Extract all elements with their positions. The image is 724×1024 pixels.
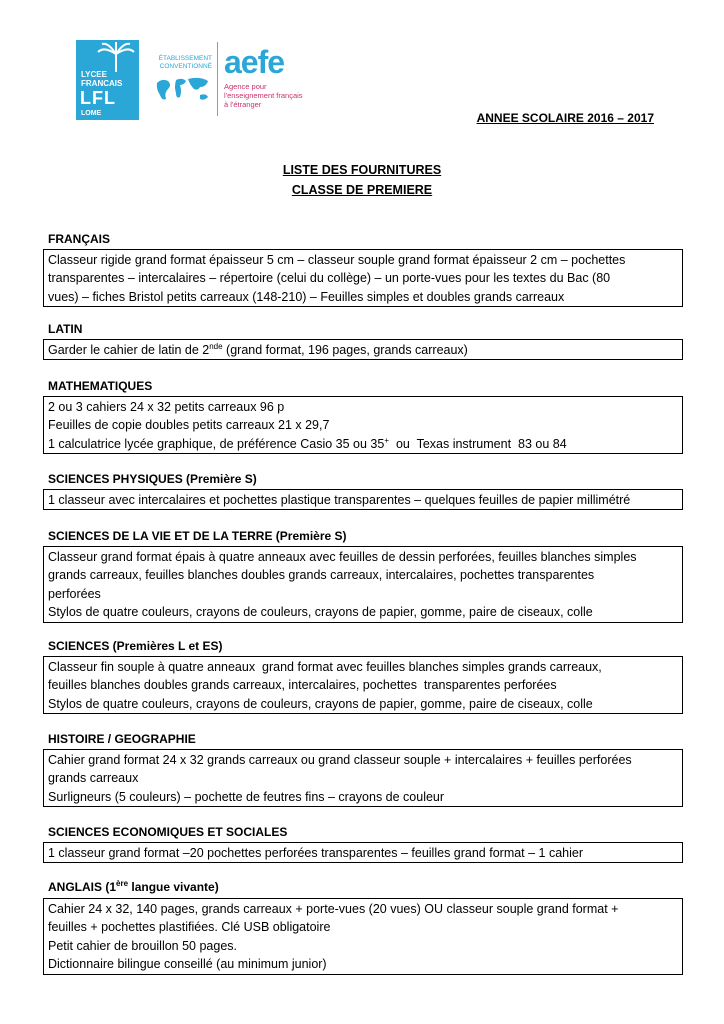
aefe-logo: aefe xyxy=(224,44,285,80)
section-box-histoire: Cahier grand format 24 x 32 grands carreaux ou grand classeur souple + intercalaires + feuilles perforées grands carreaux Surligneurs (5 couleurs) – pochette de feutres fins – crayons de couleur xyxy=(43,749,683,807)
section-box-physique: 1 classeur avec intercalaires et pochettes plastique transparentes – quelques feuilles de papier millimétré xyxy=(43,489,683,510)
section-title-physique: SCIENCES PHYSIQUES (Première S) xyxy=(48,472,257,486)
section-box-anglais: Cahier 24 x 32, 140 pages, grands carreaux + porte-vues (20 vues) OU classeur souple grand format + feuilles + pochettes plastifiées. Clé USB obligatoire Petit cahier de brouillon 50 pages. Dictionnaire bilingue conseillé (au minimum junior) xyxy=(43,898,683,975)
school-year: ANNEE SCOLAIRE 2016 – 2017 xyxy=(476,111,654,125)
palm-icon xyxy=(96,42,136,72)
aefe-tagline: Agence pour l'enseignement français à l'étranger xyxy=(224,82,303,109)
section-box-latin: Garder le cahier de latin de 2nde (grand format, 196 pages, grands carreaux) xyxy=(43,339,683,360)
section-box-ses: 1 classeur grand format –20 pochettes perforées transparentes – feuilles grand format – 1 cahier xyxy=(43,842,683,863)
section-title-francais: FRANÇAIS xyxy=(48,232,110,246)
world-map-icon xyxy=(154,75,212,105)
page-title: LISTE DES FOURNITURES CLASSE DE PREMIERE xyxy=(282,163,442,197)
section-box-svt: Classeur grand format épais à quatre anneaux avec feuilles de dessin perforées, feuilles blanches simples grands carreaux, feuilles blanches doubles grands carreaux, intercalaires, pochettes transparentes perforées Stylos de quatre couleurs, crayons de couleurs, crayons de papier, gomme, paire de ciseaux, colle xyxy=(43,546,683,623)
section-title-sciences-l-es: SCIENCES (Premières L et ES) xyxy=(48,639,223,653)
lfl-logo-city: LOME xyxy=(81,110,102,117)
section-title-maths: MATHEMATIQUES xyxy=(48,379,153,393)
section-title-ses: SCIENCES ECONOMIQUES ET SOCIALES xyxy=(48,825,288,839)
section-title-histoire: HISTOIRE / GEOGRAPHIE xyxy=(48,732,196,746)
aefe-label: ÉTABLISSEMENT CONVENTIONNÉ xyxy=(158,55,212,70)
lfl-logo-big: LFL xyxy=(80,88,116,108)
section-title-svt: SCIENCES DE LA VIE ET DE LA TERRE (Première S) xyxy=(48,529,347,543)
section-box-maths: 2 ou 3 cahiers 24 x 32 petits carreaux 96 p Feuilles de copie doubles petits carreaux 21 x 29,7 1 calculatrice lycée graphique, de préférence Casio 35 ou 35+ ou Texas instrument 83 ou 84 xyxy=(43,396,683,454)
section-title-latin: LATIN xyxy=(48,322,83,336)
aefe-divider xyxy=(217,42,218,116)
section-title-anglais: ANGLAIS (1ère langue vivante) xyxy=(48,879,219,894)
section-box-francais: Classeur rigide grand format épaisseur 5 cm – classeur souple grand format épaisseur 2 cm – pochettes transparentes – intercalaires – répertoire (celui du collège) – un porte-vues pour les textes du Bac (80 vues) – fiches Bristol petits carreaux (148-210) – Feuilles simples et doubles grands carreaux xyxy=(43,249,683,307)
lfl-logo xyxy=(76,40,139,120)
section-box-sciences-l-es: Classeur fin souple à quatre anneaux grand format avec feuilles blanches simples grands carreaux, feuilles blanches doubles grands carreaux, intercalaires, pochettes transparentes perforées Stylos de quatre couleurs, crayons de couleurs, crayons de papier, gomme, paire de ciseaux, colle xyxy=(43,656,683,714)
lfl-logo-text: LYCEE FRANCAIS xyxy=(81,70,123,88)
